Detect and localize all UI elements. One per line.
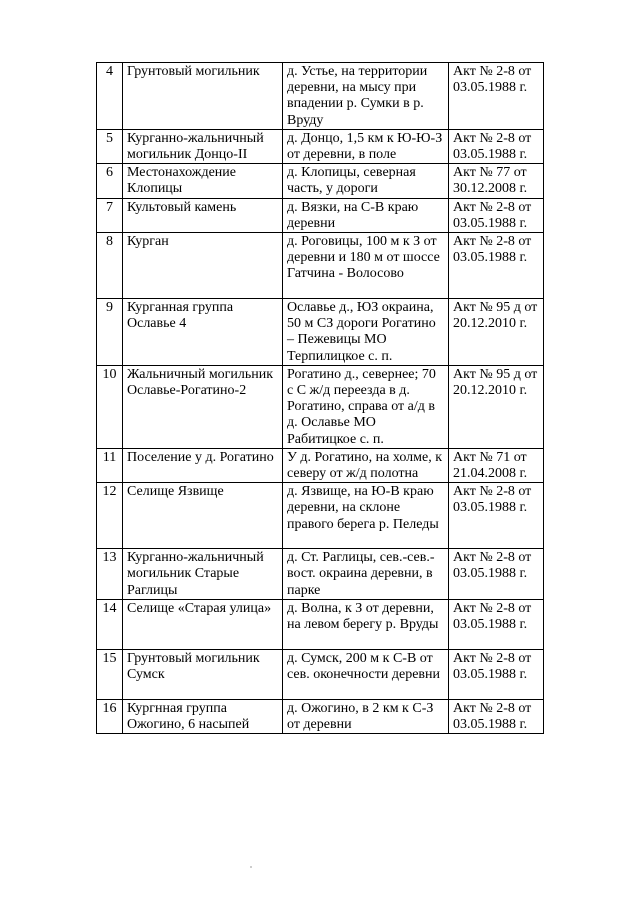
- site-location-cell: д. Ожогино, в 2 км к С-З от деревни: [283, 699, 449, 733]
- row-number: 9: [97, 299, 123, 366]
- site-location-cell: д. Донцо, 1,5 км к Ю-Ю-З от деревни, в поле: [283, 129, 449, 163]
- site-location-cell: У д. Рогатино, на холме, к северу от ж/д полотна: [283, 448, 449, 482]
- site-name-cell: Кургнная группа Ожогино, 6 насыпей: [123, 699, 283, 733]
- document-page: [96, 62, 544, 734]
- site-location-cell: д. Язвище, на Ю-В краю деревни, на склоне правого берега р. Пеледы: [283, 483, 449, 549]
- site-location-cell: д. Сумск, 200 м к С-В от сев. оконечности деревни: [283, 649, 449, 699]
- site-name-cell: Грунтовый могильник: [123, 63, 283, 130]
- act-reference-cell: Акт № 2-8 от 03.05.1988 г.: [449, 549, 544, 600]
- site-name-cell: Культовый камень: [123, 198, 283, 232]
- site-name-cell: Местонахождение Клопицы: [123, 164, 283, 198]
- site-name-cell: Поселение у д. Рогатино: [123, 448, 283, 482]
- table-row: [97, 233, 544, 299]
- row-number: 6: [97, 164, 123, 198]
- table-row: [97, 63, 544, 130]
- row-number: 11: [97, 448, 123, 482]
- act-reference-cell: Акт № 2-8 от 03.05.1988 г.: [449, 63, 544, 130]
- site-name-cell: Селище Язвище: [123, 483, 283, 549]
- act-reference-cell: Акт № 2-8 от 03.05.1988 г.: [449, 649, 544, 699]
- act-reference-cell: Акт № 2-8 от 03.05.1988 г.: [449, 483, 544, 549]
- table-row: [97, 365, 544, 448]
- act-reference-cell: Акт № 95 д от 20.12.2010 г.: [449, 299, 544, 366]
- act-reference-cell: Акт № 2-8 от 03.05.1988 г.: [449, 129, 544, 163]
- table-row: [97, 164, 544, 198]
- heritage-sites-table: [96, 62, 544, 734]
- site-location-cell: д. Клопицы, северная часть, у дороги: [283, 164, 449, 198]
- act-reference-cell: Акт № 77 от 30.12.2008 г.: [449, 164, 544, 198]
- table-row: [97, 483, 544, 549]
- table-row: [97, 129, 544, 163]
- row-number: 8: [97, 233, 123, 299]
- site-name-cell: Жальничный могильник Ославье-Рогатино-2: [123, 365, 283, 448]
- act-reference-cell: Акт № 2-8 от 03.05.1988 г.: [449, 233, 544, 299]
- act-reference-cell: Акт № 2-8 от 03.05.1988 г.: [449, 198, 544, 232]
- table-row: [97, 198, 544, 232]
- act-reference-cell: Акт № 2-8 от 03.05.1988 г.: [449, 599, 544, 649]
- row-number: 14: [97, 599, 123, 649]
- site-location-cell: д. Волна, к З от деревни, на левом берегу р. Вруды: [283, 599, 449, 649]
- site-location-cell: д. Ст. Раглицы, сев.-сев.-вост. окраина деревни, в парке: [283, 549, 449, 600]
- act-reference-cell: Акт № 95 д от 20.12.2010 г.: [449, 365, 544, 448]
- table-row: [97, 448, 544, 482]
- site-name-cell: Курган: [123, 233, 283, 299]
- row-number: 13: [97, 549, 123, 600]
- row-number: 12: [97, 483, 123, 549]
- table-row: [97, 649, 544, 699]
- site-location-cell: Рогатино д., севернее; 70 с С ж/д переезда в д. Рогатино, справа от а/д в д. Ославье МО Рабитицкое с. п.: [283, 365, 449, 448]
- table-body: [97, 63, 544, 734]
- act-reference-cell: Акт № 71 от 21.04.2008 г.: [449, 448, 544, 482]
- row-number: 4: [97, 63, 123, 130]
- table-row: [97, 299, 544, 366]
- row-number: 7: [97, 198, 123, 232]
- scan-speck: [250, 866, 252, 868]
- act-reference-cell: Акт № 2-8 от 03.05.1988 г.: [449, 699, 544, 733]
- site-location-cell: Ославье д., ЮЗ окраина, 50 м СЗ дороги Рогатино – Пежевицы МО Терпилицкое с. п.: [283, 299, 449, 366]
- site-name-cell: Грунтовый могильник Сумск: [123, 649, 283, 699]
- table-row: [97, 549, 544, 600]
- row-number: 16: [97, 699, 123, 733]
- site-location-cell: д. Вязки, на С-В краю деревни: [283, 198, 449, 232]
- row-number: 15: [97, 649, 123, 699]
- row-number: 10: [97, 365, 123, 448]
- table-row: [97, 699, 544, 733]
- site-location-cell: д. Роговицы, 100 м к З от деревни и 180 м от шоссе Гатчина - Волосово: [283, 233, 449, 299]
- site-name-cell: Курганно-жальничный могильник Старые Раглицы: [123, 549, 283, 600]
- site-name-cell: Курганная группа Ославье 4: [123, 299, 283, 366]
- table-row: [97, 599, 544, 649]
- site-name-cell: Селище «Старая улица»: [123, 599, 283, 649]
- row-number: 5: [97, 129, 123, 163]
- site-location-cell: д. Устье, на территории деревни, на мысу при впадении р. Сумки в р. Вруду: [283, 63, 449, 130]
- site-name-cell: Курганно-жальничный могильник Донцо-II: [123, 129, 283, 163]
